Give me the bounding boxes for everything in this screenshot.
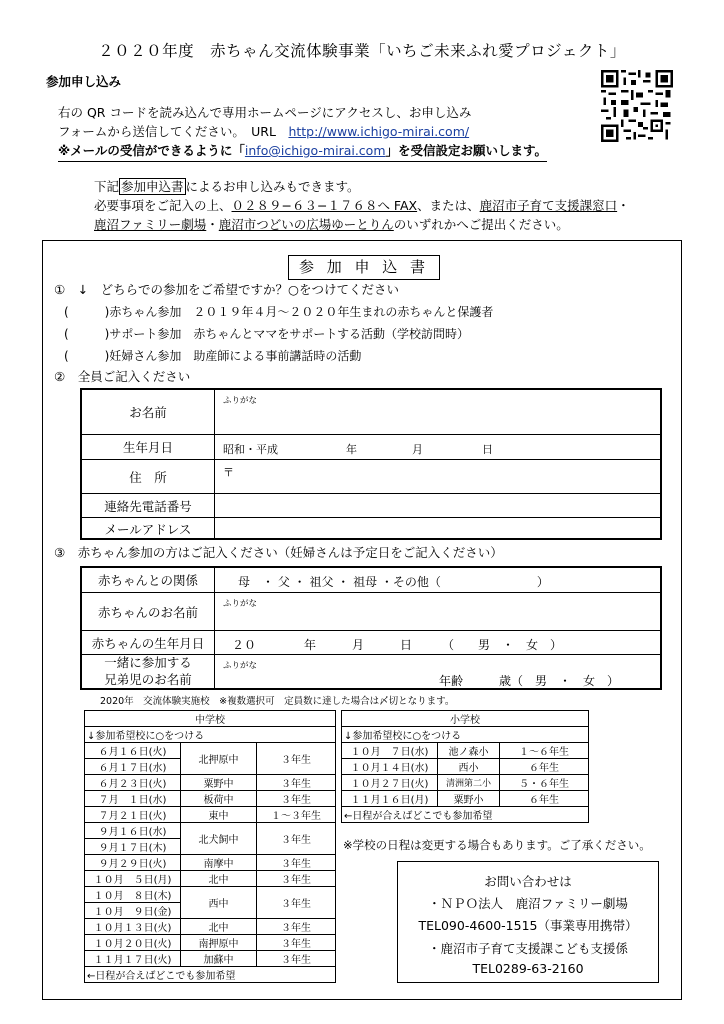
schedule-date: ６月２３日(火) xyxy=(85,775,181,791)
schedule-grade: １〜６年生 xyxy=(500,743,589,759)
sibling-label-line-2: 兄弟児のお名前 xyxy=(104,672,192,687)
schedule-date: １１月１７日(火) xyxy=(85,951,181,967)
apply-heading: 参加申し込み xyxy=(46,74,122,89)
sibling-row[interactable] xyxy=(82,654,660,689)
page-title: ２０２０年度 赤ちゃん交流体験事業「いちご未来ふれ愛プロジェクト」 xyxy=(98,42,626,60)
schedule-school: 加蘇中 xyxy=(181,951,257,967)
birth-era: 昭和・平成 xyxy=(223,443,278,456)
relation-options: 母 ・ 父 ・ 祖父 ・ 祖母 ・その他（ ） xyxy=(238,575,549,589)
elementary-instruction: ↓参加希望校に○をつける xyxy=(342,727,589,743)
schedule-grade: １〜３年生 xyxy=(257,807,336,823)
schedule-school: 清洲第二小 xyxy=(438,775,500,791)
phone-row[interactable] xyxy=(82,493,660,517)
option-support-paren: ( ) xyxy=(64,327,110,341)
email-notice-prefix: ※メールの受信ができるように「 xyxy=(58,143,245,158)
schedule-grade: ３年生 xyxy=(257,935,336,951)
junior-high-footer: ←日程が合えばどこでも参加希望 xyxy=(85,967,336,983)
junior-high-header: 中学校 xyxy=(85,711,336,727)
schedule-date: １０月 ９日(金) xyxy=(85,903,181,919)
schedule-grade: ３年生 xyxy=(257,951,336,967)
schedule-school: 東中 xyxy=(181,807,257,823)
schedule-grade: ６年生 xyxy=(500,791,589,807)
schedule-date: ９月１６日(水) xyxy=(85,823,181,839)
phone-label: 連絡先電話番号 xyxy=(82,494,215,517)
name-label: お名前 xyxy=(82,390,215,434)
table-row[interactable] xyxy=(85,887,336,903)
option-baby-paren: ( ) xyxy=(64,305,110,319)
table-row[interactable] xyxy=(342,743,589,759)
office-name: 鹿沼市子育て支援課窓口 xyxy=(479,198,618,213)
relation-row[interactable] xyxy=(82,568,660,592)
email-row[interactable] xyxy=(82,517,660,539)
table-row[interactable] xyxy=(342,775,589,791)
schedule-date: １０月１４日(水) xyxy=(342,759,438,775)
inquiry-heading: お問い合わせは xyxy=(484,874,572,889)
table-row[interactable] xyxy=(85,951,336,967)
sibling-label xyxy=(82,655,215,689)
intro-line-2 xyxy=(58,126,469,139)
sibling-age: 年齢 歳（ 男 ・ 女 ） xyxy=(439,674,620,688)
schedule-date: ６月１６日(火) xyxy=(85,743,181,759)
table-row[interactable] xyxy=(85,807,336,823)
sibling-label-line-1: 一緒に参加する xyxy=(104,655,192,671)
address-row[interactable] xyxy=(82,459,660,493)
address-label: 住 所 xyxy=(82,460,215,493)
inquiry-org-1: ・ＮＰＯ法人 鹿沼ファミリー劇場 xyxy=(428,896,628,911)
form-title: 参 加 申 込 書 xyxy=(288,255,440,280)
option-support-label: サポート参加 赤ちゃんとママをサポートする活動（学校訪問時） xyxy=(109,327,470,341)
table-row[interactable] xyxy=(85,775,336,791)
postal-mark: 〒 xyxy=(223,466,234,479)
option-pregnant-label: 妊婦さん参加 助産師による事前講話時の活動 xyxy=(109,349,362,363)
schedule-school: 板荷中 xyxy=(181,791,257,807)
name-furigana: ふりがな xyxy=(223,396,258,406)
elementary-schedule xyxy=(341,710,589,823)
schedule-date: ７月２１日(火) xyxy=(85,807,181,823)
schedule-date: ９月１７日(木) xyxy=(85,839,181,855)
birth-label: 生年月日 xyxy=(82,435,215,459)
schedule-school: 西小 xyxy=(438,759,500,775)
schedule-grade: ６年生 xyxy=(500,759,589,775)
schedule-school: 西中 xyxy=(181,887,257,919)
website-link[interactable]: http://www.ichigo-mirai.com/ xyxy=(288,124,470,139)
option-pregnant[interactable] xyxy=(64,350,361,362)
schedule-date: １０月 ７日(水) xyxy=(342,743,438,759)
email-label: メールアドレス xyxy=(82,518,215,539)
table-row[interactable] xyxy=(342,791,589,807)
baby-name-row[interactable] xyxy=(82,592,660,630)
baby-birth-value: ２０ 年 月 日 （ 男 ・ 女 ） xyxy=(232,638,563,652)
theater-name: 鹿沼ファミリー劇場 xyxy=(94,217,207,232)
option-baby-label: 赤ちゃん参加 ２０１９年４月〜２０２０年生まれの赤ちゃんと保護者 xyxy=(109,305,494,319)
paper-line-2-a: 必要事項をご記入の上、 xyxy=(94,198,232,213)
schedule-grade: ３年生 xyxy=(257,743,336,775)
elementary-header: 小学校 xyxy=(342,711,589,727)
schedule-date: １０月１３日(火) xyxy=(85,919,181,935)
schedule-school: 北中 xyxy=(181,919,257,935)
schedule-date: １０月 ８日(木) xyxy=(85,887,181,903)
inquiry-box xyxy=(397,861,659,983)
table-row[interactable] xyxy=(85,743,336,759)
schedule-grade: ５・６年生 xyxy=(500,775,589,791)
name-row[interactable] xyxy=(82,390,660,434)
email-link[interactable]: info@ichigo-mirai.com xyxy=(244,143,386,158)
paper-line-1 xyxy=(94,181,360,194)
schedule-school: 粟野小 xyxy=(438,791,500,807)
schedule-school: 南押原中 xyxy=(181,935,257,951)
qr-code-icon[interactable] xyxy=(601,70,673,142)
inquiry-org-2: ・鹿沼市子育て支援課こども支援係 xyxy=(427,941,628,956)
schedule-grade: ３年生 xyxy=(257,871,336,887)
schedule-school: 北犬飼中 xyxy=(181,823,257,855)
table-row[interactable] xyxy=(85,919,336,935)
birth-day: 日 xyxy=(482,443,493,456)
schedule-school: 南摩中 xyxy=(181,855,257,871)
plaza-name: 鹿沼市つどいの広場ゆーとりん xyxy=(218,217,394,232)
schedule-grade: ３年生 xyxy=(257,887,336,919)
schedule-grade: ３年生 xyxy=(257,919,336,935)
baby-name-label: 赤ちゃんのお名前 xyxy=(82,593,215,630)
relation-label: 赤ちゃんとの関係 xyxy=(82,568,215,592)
schedule-date: ７月 １日(水) xyxy=(85,791,181,807)
schedule-school: 北押原中 xyxy=(181,743,257,775)
paper-line-2 xyxy=(94,200,630,213)
birth-month: 月 xyxy=(412,443,423,456)
member-info-table xyxy=(80,388,662,540)
schedule-note: ※学校の日程は変更する場合もあります。ご了承ください。 xyxy=(343,838,651,852)
fax-number: ０２８９−６３−１７６８へ FAX xyxy=(231,198,418,213)
schedule-school: 粟野中 xyxy=(181,775,257,791)
schedule-date: １０月２０日(火) xyxy=(85,935,181,951)
option-baby[interactable] xyxy=(64,306,493,318)
birth-row[interactable] xyxy=(82,434,660,459)
schedule-grade: ３年生 xyxy=(257,823,336,855)
option-pregnant-paren: ( ) xyxy=(64,349,110,363)
schedule-date: ６月１７日(水) xyxy=(85,759,181,775)
intro-line-2-text: フォームから送信してください。 URL xyxy=(58,124,289,139)
section-1-heading: ① ↓ どちらでの参加をご希望ですか？○をつけてください xyxy=(54,282,399,297)
schedule-date: １０月２７日(火) xyxy=(342,775,438,791)
section-3-heading: ③ 赤ちゃん参加の方はご記入ください（妊婦さんは予定日をご記入ください） xyxy=(54,545,503,560)
table-row[interactable] xyxy=(85,935,336,951)
schedule-grade: ３年生 xyxy=(257,791,336,807)
paper-line-1-a: 下記 xyxy=(94,179,120,194)
paper-line-3-d: のいずれかへご提出ください。 xyxy=(393,217,569,232)
schedule-caption: 2020年 交流体験実施校 ※複数選択可 定員数に達した場合は〆切となります。 xyxy=(100,696,455,707)
intro-line-1: 右の QR コードを読み込んで専用ホームページにアクセスし、お申し込み xyxy=(58,105,472,120)
sibling-furigana: ふりがな xyxy=(223,661,258,671)
paper-line-2-c: ・ xyxy=(617,198,630,213)
baby-birth-row[interactable] xyxy=(82,630,660,654)
schedule-school: 北中 xyxy=(181,871,257,887)
junior-high-schedule xyxy=(84,710,336,983)
table-row[interactable] xyxy=(85,791,336,807)
paper-line-3 xyxy=(94,219,569,232)
schedule-grade: ３年生 xyxy=(257,855,336,871)
paper-form-box: 参加申込書 xyxy=(121,179,184,194)
inquiry-tel-1: TEL090-4600-1515（事業専用携帯） xyxy=(418,918,638,933)
birth-year: 年 xyxy=(346,443,357,456)
baby-name-furigana: ふりがな xyxy=(223,599,258,609)
elementary-footer: ←日程が合えばどこでも参加希望 xyxy=(342,807,589,823)
schedule-date: ９月２９日(火) xyxy=(85,855,181,871)
paper-line-3-b: ・ xyxy=(206,217,219,232)
schedule-grade: ３年生 xyxy=(257,775,336,791)
option-support[interactable] xyxy=(64,328,469,340)
table-row[interactable] xyxy=(85,823,336,839)
email-notice-suffix: 」を受信設定お願いします。 xyxy=(385,143,548,158)
schedule-date: １１月１６日(月) xyxy=(342,791,438,807)
paper-line-1-b: によるお申し込みもできます。 xyxy=(185,179,360,194)
table-row[interactable] xyxy=(342,759,589,775)
junior-high-instruction: ↓参加希望校に○をつける xyxy=(85,727,336,743)
schedule-school: 池ノ森小 xyxy=(438,743,500,759)
baby-birth-label: 赤ちゃんの生年月日 xyxy=(82,631,215,654)
paper-line-2-b: 、または、 xyxy=(417,198,480,213)
section-2-heading: ② 全員ご記入ください xyxy=(54,369,191,384)
baby-info-table xyxy=(80,566,662,690)
schedule-date: １０月 ５日(月) xyxy=(85,871,181,887)
email-notice xyxy=(58,145,547,162)
inquiry-tel-2: TEL0289-63-2160 xyxy=(472,961,584,976)
table-row[interactable] xyxy=(85,871,336,887)
table-row[interactable] xyxy=(85,855,336,871)
